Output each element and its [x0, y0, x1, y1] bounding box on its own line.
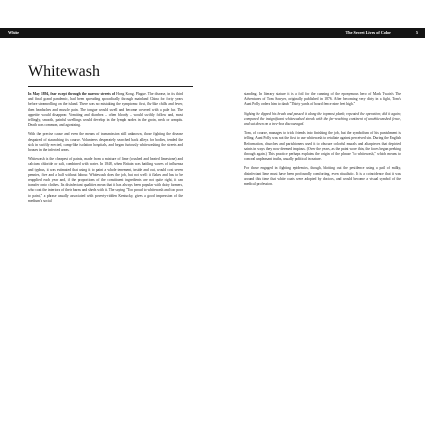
- chapter-title: Whitewash: [28, 63, 100, 80]
- right-column: [244, 92, 401, 382]
- section-label: White: [8, 30, 19, 35]
- paragraph: standing. In literary stature it is a foil for the cunning of the eponymous hero of Mark Twain's The Adventures of Tom Sawyer, originally published in 1876. After becoming very dirty in a fight, Tom's Aunt Polly orders him to daub "Thirty yards of board fence nine feet high.": [244, 92, 401, 107]
- page-number: 5: [415, 30, 418, 35]
- paragraph: Whitewash is the cheapest of paints, made from a mixture of lime (crushed and heated limestone) and calcium chloride or salt, combined with water. In 1848, when Britain was battling waves of influenza and typhus, it was estimated that using it to paint a whole tenement, inside and out, would cost seven pennies, five and a half without labour. Whitewash does the job, but not well: it flakes and has to be reapplied each year and, if the proportions of the constituent ingredients are not quite right, it can transfer onto clothes. Its disinfectant qualities mean that it has always been popular with dairy farmers, who coat the interiors of their barns and sheds with it. The saying "Too proud to whitewash and too poor to paint," a phrase usually associated with poverty-ridden Kentucky, gives a good impression of the medium's social: [28, 157, 183, 203]
- lead-in-text: In May 1894, fear swept through the narrow streets of: [28, 92, 115, 96]
- paragraph: [28, 92, 183, 128]
- paragraph: For those engaged in fighting epidemics, though, blotting out the pestilence using a pail of milky, disinfectant lime must have been profoundly comforting, even ritualistic. It is a coincidence that it was around this time that white coats were adopted by doctors, and would become a visual symbol of the medical profession.: [244, 166, 401, 187]
- paragraph-text: Hong Kong. Plague. The disease, in its third and final grand pandemic, had been spreading sporadically through mainland China for forty years before steamrolling on the island. There was no mistaking the symptoms: first, flu-like chills and fever, then headaches and muscle pain. The tongue would swell and become covered with a pale fur. The appetite would disappear. Vomiting and diarrhea – often bloody – would swiftly follow and, most tellingly, smooth, painful swellings would develop in the lymph nodes in the groin, neck or armpits. Death was common, and agonizing.: [28, 92, 183, 128]
- book-title-label: The Secret Lives of Color: [345, 30, 391, 35]
- block-quote: Sighing he dipped his brush and passed it along the topmost plank; repeated the operation; did it again; compared the insignificant whitewashed streak with the far-reaching continent of unwhitewashed fence, and sat down on a tree-box discouraged.: [244, 111, 401, 127]
- left-column: [28, 92, 183, 382]
- paragraph: Tom, of course, manages to trick friends into finishing the job, but the symbolism of his punishment is telling. Aunt Polly was not the first to use whitewash to retaliate against perceived sin. During the English Reformation, churches and parishioners used it to obscure colorful murals and altarpieces that depicted saints in ways they now deemed impious. (Over the years, as the paint wore thin, the faces began peeking through again.) This practice perhaps explains the origin of the phrase "to whitewash," which means to conceal unpleasant truths, usually political in nature.: [244, 131, 401, 162]
- paragraph: With the precise cause and even the means of transmission still unknown, those fighting the disease despaired of staunching its course. Volunteers desperately searched back alleys for bodies, tended the sick in swiftly erected, camp-like isolation hospitals, and began furiously whitewashing the streets and houses in the infected areas.: [28, 132, 183, 153]
- title-rule: [28, 86, 193, 87]
- running-header: [0, 28, 425, 38]
